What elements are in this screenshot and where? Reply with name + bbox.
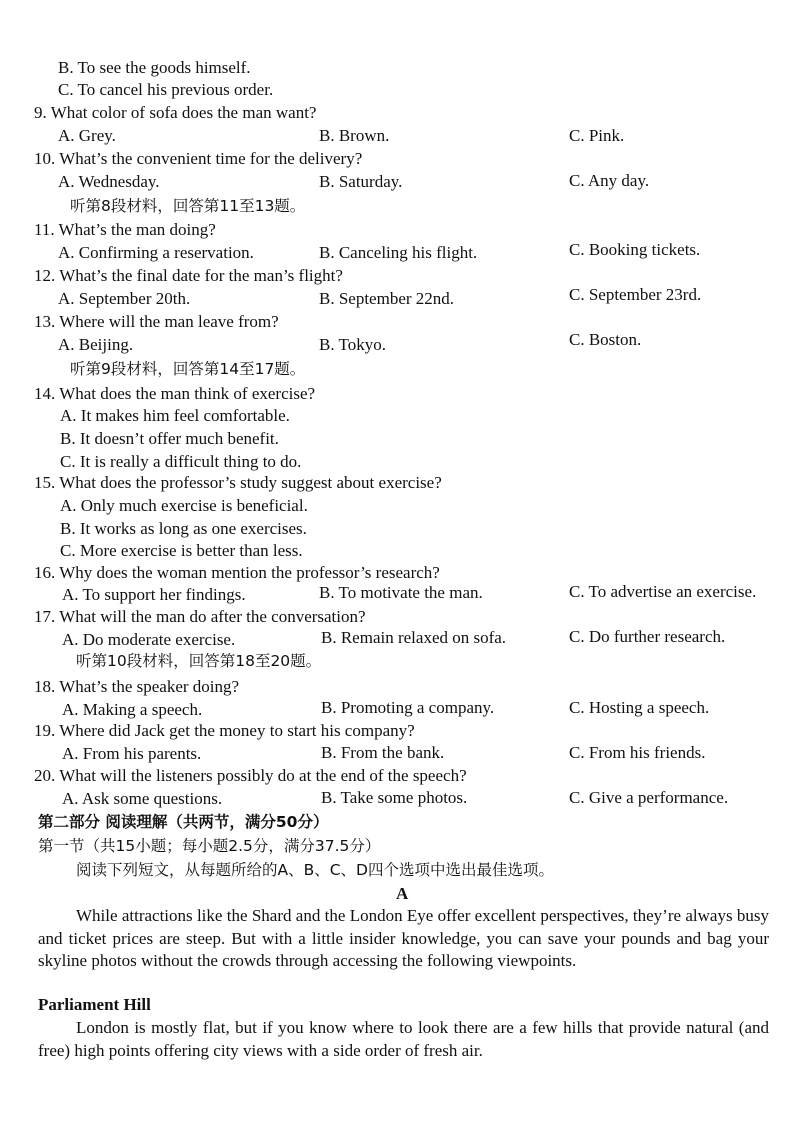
q8-option-c: C. To cancel his previous order. bbox=[58, 80, 274, 99]
reading-instruction: 阅读下列短文，从每题所给的A、B、C、D四个选项中选出最佳选项。 bbox=[76, 861, 554, 879]
q14-question: 14. What does the man think of exercise? bbox=[34, 384, 316, 403]
q9-option-c: C. Pink. bbox=[569, 126, 625, 145]
q12-question: 12. What’s the final date for the man’s flight? bbox=[34, 266, 343, 285]
material-10-instruction: 听第10段材料，回答第18至20题。 bbox=[76, 652, 322, 670]
part-two-heading: 第二部分 阅读理解（共两节，满分50分） bbox=[38, 813, 329, 831]
q17-question: 17. What will the man do after the conversation? bbox=[34, 607, 366, 626]
q12-option-b: B. September 22nd. bbox=[319, 289, 455, 308]
q16-option-c: C. To advertise an exercise. bbox=[569, 582, 757, 601]
q20-option-c: C. Give a performance. bbox=[569, 788, 729, 807]
q18-option-b: B. Promoting a company. bbox=[321, 698, 495, 717]
q20-option-b: B. Take some photos. bbox=[321, 788, 468, 807]
q14-option-c: C. It is really a difficult thing to do. bbox=[60, 452, 302, 471]
section-one-heading: 第一节（共15小题；每小题2.5分，满分37.5分） bbox=[38, 837, 381, 855]
q12-option-c: C. September 23rd. bbox=[569, 285, 702, 304]
q18-option-a: A. Making a speech. bbox=[62, 700, 203, 719]
q18-question: 18. What’s the speaker doing? bbox=[34, 677, 240, 696]
q19-option-a: A. From his parents. bbox=[62, 744, 202, 763]
q11-question: 11. What’s the man doing? bbox=[34, 220, 216, 239]
q13-question: 13. Where will the man leave from? bbox=[34, 312, 279, 331]
q11-option-a: A. Confirming a reservation. bbox=[58, 243, 254, 262]
q16-option-b: B. To motivate the man. bbox=[319, 583, 483, 602]
q9-option-a: A. Grey. bbox=[58, 126, 116, 145]
q10-question: 10. What’s the convenient time for the delivery? bbox=[34, 149, 363, 168]
q15-option-a: A. Only much exercise is beneficial. bbox=[60, 496, 308, 515]
passage-paragraph-1 bbox=[38, 905, 769, 973]
q8-option-b: B. To see the goods himself. bbox=[58, 58, 251, 77]
q13-option-b: B. Tokyo. bbox=[319, 335, 386, 354]
q17-option-a: A. Do moderate exercise. bbox=[62, 630, 236, 649]
q18-option-c: C. Hosting a speech. bbox=[569, 698, 710, 717]
q19-option-b: B. From the bank. bbox=[321, 743, 445, 762]
q15-option-c: C. More exercise is better than less. bbox=[60, 541, 303, 560]
q11-option-c: C. Booking tickets. bbox=[569, 240, 701, 259]
q17-option-c: C. Do further research. bbox=[569, 627, 726, 646]
section-heading-parliament-hill: Parliament Hill bbox=[38, 995, 151, 1014]
q13-option-a: A. Beijing. bbox=[58, 335, 134, 354]
q17-option-b: B. Remain relaxed on sofa. bbox=[321, 628, 507, 647]
q15-option-b: B. It works as long as one exercises. bbox=[60, 519, 307, 538]
material-8-instruction: 听第8段材料，回答第11至13题。 bbox=[70, 197, 306, 215]
q10-option-a: A. Wednesday. bbox=[58, 172, 160, 191]
q11-option-b: B. Canceling his flight. bbox=[319, 243, 478, 262]
q14-option-b: B. It doesn’t offer much benefit. bbox=[60, 429, 279, 448]
passage-label: A bbox=[396, 884, 409, 903]
q13-option-c: C. Boston. bbox=[569, 330, 642, 349]
q9-question: 9. What color of sofa does the man want? bbox=[34, 103, 317, 122]
passage-paragraph-2 bbox=[38, 1017, 769, 1062]
q20-option-a: A. Ask some questions. bbox=[62, 789, 223, 808]
passage-paragraph-2-text: London is mostly flat, but if you know where to look there are a few hills that provide natural (and free) high points offering city views with a side order of fresh air. bbox=[38, 1018, 769, 1060]
q16-option-a: A. To support her findings. bbox=[62, 585, 246, 604]
q12-option-a: A. September 20th. bbox=[58, 289, 191, 308]
q14-option-a: A. It makes him feel comfortable. bbox=[60, 406, 290, 425]
q10-option-c: C. Any day. bbox=[569, 171, 650, 190]
q19-option-c: C. From his friends. bbox=[569, 743, 706, 762]
q15-question: 15. What does the professor’s study suggest about exercise? bbox=[34, 473, 442, 492]
q10-option-b: B. Saturday. bbox=[319, 172, 403, 191]
material-9-instruction: 听第9段材料，回答第14至17题。 bbox=[70, 360, 306, 378]
q16-question: 16. Why does the woman mention the professor’s research? bbox=[34, 563, 440, 582]
q19-question: 19. Where did Jack get the money to start his company? bbox=[34, 721, 415, 740]
q20-question: 20. What will the listeners possibly do at the end of the speech? bbox=[34, 766, 467, 785]
passage-paragraph-1-text: While attractions like the Shard and the London Eye offer excellent perspectives, they’re always busy and ticket prices are steep. But with a little insider knowledge, you can save your pounds and bag your skyline photos without the crowds through accessing the following viewpoints. bbox=[38, 906, 769, 970]
q9-option-b: B. Brown. bbox=[319, 126, 390, 145]
